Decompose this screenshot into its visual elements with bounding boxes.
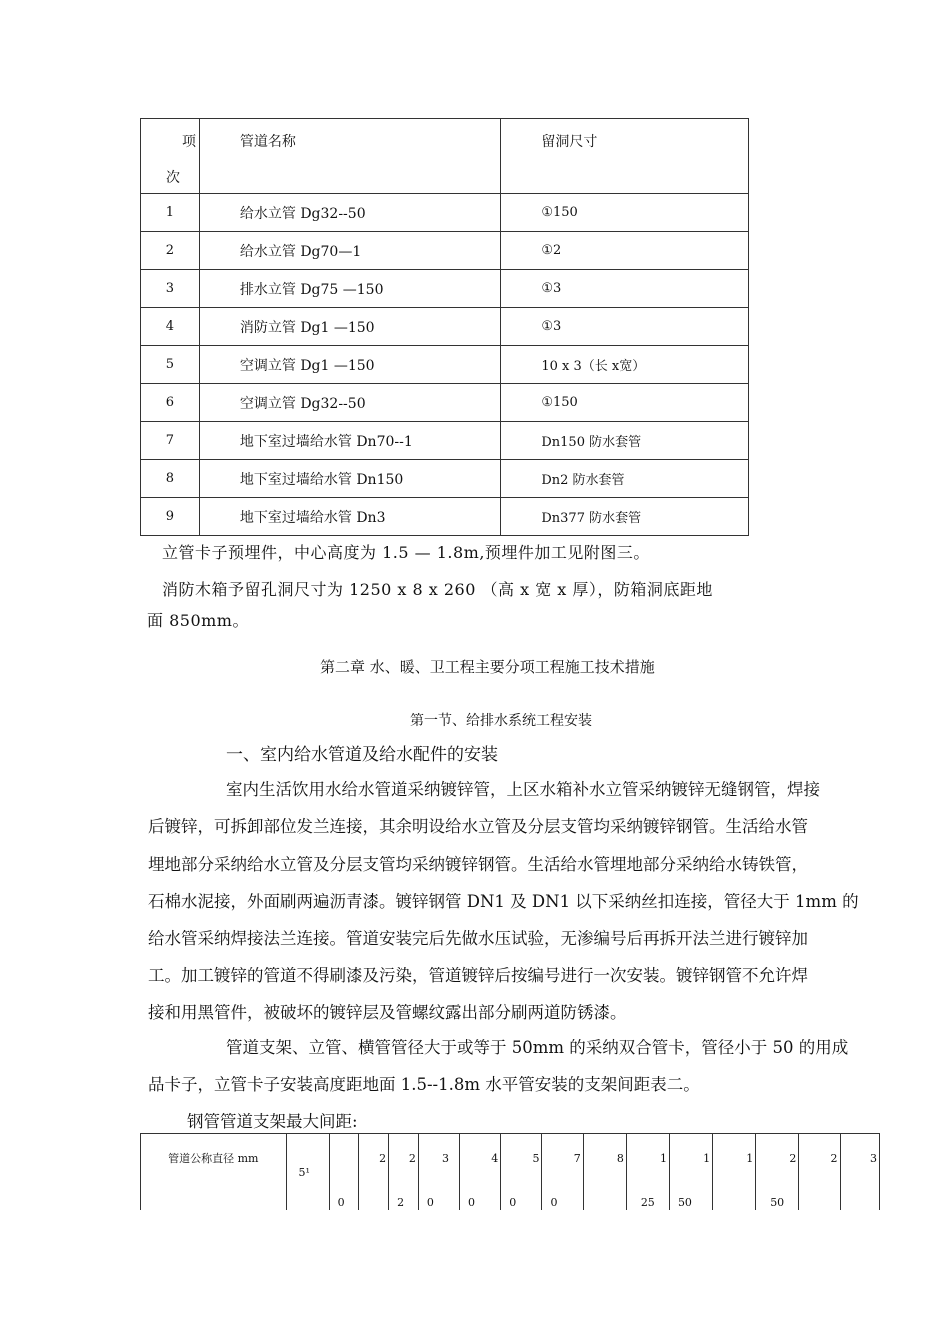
row-index: 7 [141,422,200,460]
table-row [141,498,749,536]
table-row [141,194,749,232]
table-row [141,384,749,422]
row-hole-size: ①150 [501,194,749,232]
cell-top: 1 [703,1152,711,1165]
row-pipe-name: 地下室过墙给水管 Dn3 [199,498,500,536]
spacing-cell [583,1134,626,1211]
spacing-cell [756,1134,799,1211]
row-index: 1 [141,194,200,232]
spacing-cell [799,1134,840,1211]
table-row [141,422,749,460]
row-pipe-name: 给水立管 Dg32--50 [199,194,500,232]
row-hole-size: Dn2 防水套管 [501,460,749,498]
row-hole-size: 10 x 3（长 x宽） [501,346,749,384]
row-index: 5 [141,346,200,384]
table-caption: 钢管管道支架最大间距: [187,1112,358,1131]
cell-bottom: 0 [550,1196,558,1209]
note-line-3: 面 850mm。 [147,611,249,630]
subsection-heading: 一、室内给水管道及给水配件的安装 [226,745,498,765]
row-index: 2 [141,232,200,270]
cell-bottom: 0 [337,1196,345,1209]
row-hole-size: Dn377 防水套管 [501,498,749,536]
cell-top: 3 [442,1152,450,1165]
spacing-cell [460,1134,501,1211]
spacing-cell [329,1134,359,1211]
row-pipe-name: 空调立管 Dg32--50 [199,384,500,422]
spacing-cell [501,1134,542,1211]
header-size: 留洞尺寸 [541,134,598,150]
row-pipe-name: 消防立管 Dg1 —150 [199,308,500,346]
paragraph-line: 后镀锌，可拆卸部位发兰连接，其余明设给水立管及分层支管均采纳镀锌钢管。生活给水管 [148,817,808,836]
row-pipe-name: 排水立管 Dg75 —150 [199,270,500,308]
row-hole-size: ①150 [501,384,749,422]
cell-bottom: 2 [397,1196,405,1209]
table-row [141,308,749,346]
row-hole-size: ①2 [501,232,749,270]
table-row [141,232,749,270]
paragraph-line: 石棉水泥接，外面刷两遍沥青漆。镀锌钢管 DN1 及 DN1 以下采纳丝扣连接，管径大于 1mm 的 [148,892,859,911]
row-hole-size: ①3 [501,270,749,308]
header-index-bottom: 次 [166,170,180,186]
paragraph-line: 埋地部分采纳给水立管及分层支管均采纳镀锌钢管。生活给水管埋地部分采纳给水铸铁管， [148,855,808,874]
cell-top: 2 [830,1152,838,1165]
row-index: 4 [141,308,200,346]
paragraph-line: 管道支架、立管、横管管径大于或等于 50mm 的采纳双合管卡，管径小于 50 的用成 [226,1038,849,1057]
hole-size-table [140,118,749,536]
row-pipe-name: 空调立管 Dg1 —150 [199,346,500,384]
cell-top: 4 [491,1152,499,1165]
header-name: 管道名称 [239,134,296,150]
cell-top: 3 [870,1152,877,1165]
row-pipe-name: 地下室过墙给水管 Dn70--1 [199,422,500,460]
cell-top: 1 [659,1152,667,1165]
cell-top: 2 [789,1152,797,1165]
spacing-cell [840,1134,879,1211]
table-row [141,460,749,498]
spacing-cell [626,1134,669,1211]
header-index-cell [141,119,200,194]
cell-top: 5 [532,1152,540,1165]
spacing-cell [418,1134,459,1211]
row-index: 3 [141,270,200,308]
cell-top: 7 [573,1152,581,1165]
section-title: 第一节、给排水系统工程安装 [410,713,592,729]
table-row [141,1134,880,1211]
table-header-row [141,119,749,194]
row-index: 9 [141,498,200,536]
cell-top: 8 [616,1152,624,1165]
cell-top: 2 [408,1152,416,1165]
cell-bottom: 0 [426,1196,434,1209]
cell-bottom: 25 [640,1196,655,1209]
cell-top: 2 [379,1152,387,1165]
row-pipe-name: 给水立管 Dg70—1 [199,232,500,270]
cell-bottom: 0 [509,1196,517,1209]
row-hole-size: ①3 [501,308,749,346]
note-line-1: 立管卡子预埋件，中心高度为 1.5 — 1.8m,预埋件加工见附图三。 [162,543,650,562]
row-index: 6 [141,384,200,422]
spacing-label: 管道公称直径 mm [168,1152,259,1165]
header-name-cell [199,119,500,194]
paragraph-line: 接和用黑管件，被破坏的镀锌层及管螺纹露出部分刷两道防锈漆。 [148,1003,627,1022]
paragraph-line: 品卡子，立管卡子安装高度距地面 1.5--1.8m 水平管安装的支架间距表二。 [148,1075,700,1094]
paragraph-line: 给水管采纳焊接法兰连接。管道安装完后先做水压试验，无渗编号后再拆开法兰进行镀锌加 [148,929,808,948]
spacing-cell [286,1134,329,1211]
paragraph-line: 室内生活饮用水给水管道采纳镀锌管，上区水箱补水立管采纳镀锌无缝钢管，焊接 [226,780,820,799]
spacing-cell [669,1134,712,1211]
spacing-cell [542,1134,583,1211]
spacing-label-cell [141,1134,287,1211]
spacing-cell [389,1134,419,1211]
spacing-first-value: 5¹ [298,1166,310,1179]
header-size-cell [501,119,749,194]
spacing-cell [713,1134,756,1211]
row-pipe-name: 地下室过墙给水管 Dn150 [199,460,500,498]
header-index-top: 项 [182,134,196,150]
table-row [141,270,749,308]
support-spacing-table [140,1133,880,1210]
cell-bottom: 0 [468,1196,476,1209]
cell-bottom: 50 [677,1196,692,1209]
table-row [141,346,749,384]
note-line-2: 消防木箱予留孔洞尺寸为 1250 x 8 x 260 （高 x 宽 x 厚），防箱洞底距地 [162,580,713,599]
chapter-title: 第二章 水、暖、卫工程主要分项工程施工技术措施 [320,658,655,676]
cell-bottom: 50 [770,1196,785,1209]
row-hole-size: Dn150 防水套管 [501,422,749,460]
spacing-cell [359,1134,389,1211]
row-index: 8 [141,460,200,498]
paragraph-line: 工。加工镀锌的管道不得刷漆及污染，管道镀锌后按编号进行一次安装。镀锌钢管不允许焊 [148,966,808,985]
cell-top: 1 [746,1152,754,1165]
